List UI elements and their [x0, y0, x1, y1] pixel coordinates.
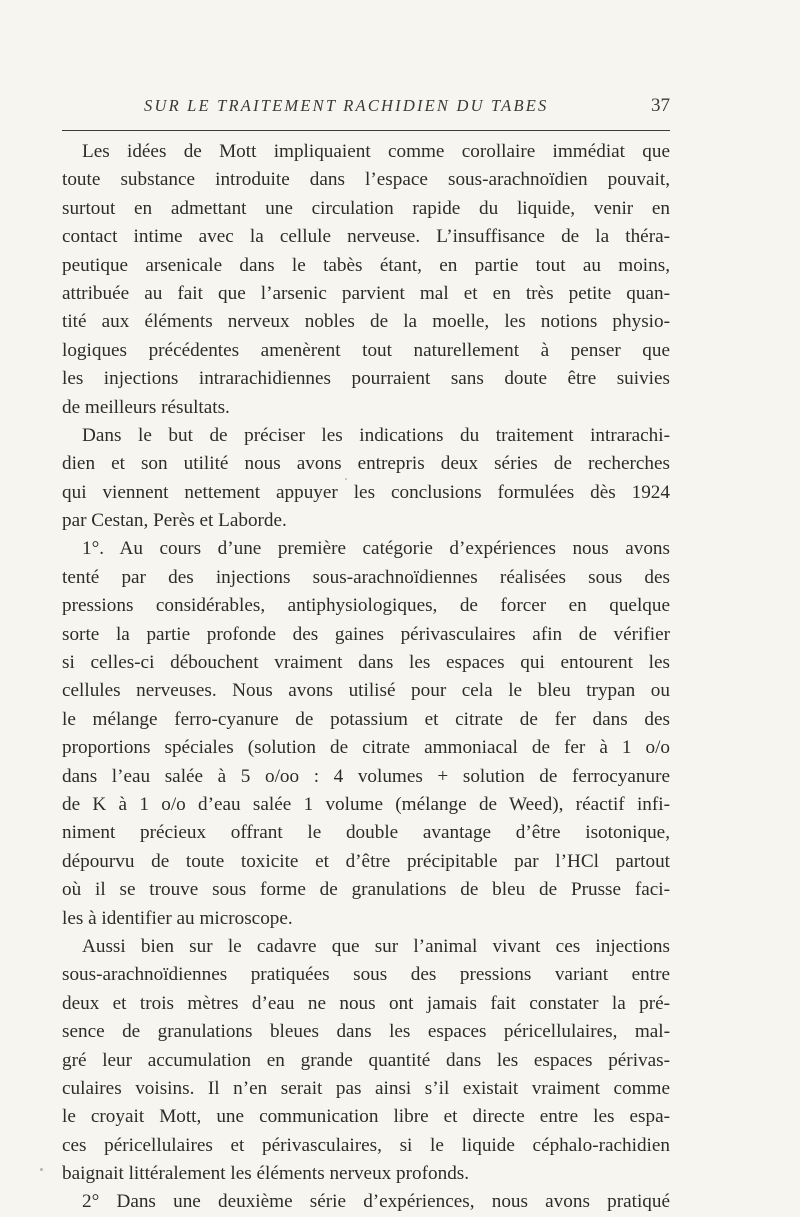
text-line: le mélange ferro-cyanure de potassium et citrate de fer dans des [62, 708, 670, 730]
text-line: surtout en admettant une circulation rapide du liquide, venir en [62, 197, 670, 219]
running-title: SUR LE TRAITEMENT RACHIDIEN DU TABES [144, 96, 549, 115]
text-line: dien et son utilité nous avons entrepris deux séries de recherches [62, 453, 670, 475]
text-line: toute substance introduite dans l’espace sous-arachnoïdien pouvait, [62, 169, 670, 191]
text-line: Dans le but de préciser les indications du traitement intrarachi- [82, 424, 670, 446]
text-line: sorte la partie profonde des gaines périvasculaires afin de vérifier [62, 623, 670, 645]
text-line: Aussi bien sur le cadavre que sur l’animal vivant ces injections [82, 935, 670, 957]
text-line: 2° Dans une deuxième série d’expériences, nous avons pratiqué [82, 1191, 670, 1213]
paper-speck [40, 1168, 43, 1171]
header-rule [62, 130, 670, 131]
text-line: Les idées de Mott impliquaient comme corollaire immédiat que [82, 141, 670, 162]
running-head [62, 96, 670, 120]
text-line: les à identifier au microscope. [62, 907, 293, 929]
text-line: si celles-ci débouchent vraiment dans les espaces qui entourent les [62, 652, 670, 674]
text-line: logiques précédentes amenèrent tout naturellement à penser que [62, 339, 670, 361]
text-line: gré leur accumulation en grande quantité dans les espaces périvas- [62, 1049, 670, 1071]
page-number: 37 [651, 95, 670, 116]
text-line: niment précieux offrant le double avantage d’être isotonique, [62, 822, 670, 844]
text-line: tité aux éléments nerveux nobles de la moelle, les notions physio- [62, 311, 670, 333]
text-line: attribuée au fait que l’arsenic parvient mal et en très petite quan- [62, 282, 670, 304]
text-line: baignait littéralement les éléments nerveux profonds. [62, 1163, 470, 1185]
text-line: proportions spéciales (solution de citrate ammoniacal de fer à 1 o/o [62, 737, 670, 759]
text-line: sous-arachnoïdiennes pratiquées sous des pressions variant entre [62, 964, 670, 986]
text-line: contact intime avec la cellule nerveuse. L’insuffisance de la théra- [62, 226, 670, 248]
text-line: qui viennent nettement appuyer les conclusions formulées dès 1924 [62, 481, 670, 503]
text-line: tenté par des injections sous-arachnoïdiennes réalisées sous des [62, 566, 670, 588]
text-line: 1°. Au cours d’une première catégorie d’expériences nous avons [82, 538, 670, 560]
text-line: dépourvu de toute toxicite et d’être précipitable par l’HCl partout [62, 850, 670, 872]
text-line: ces péricellulaires et périvasculaires, si le liquide céphalo-rachidien [62, 1134, 670, 1156]
text-line: par Cestan, Perès et Laborde. [62, 510, 287, 532]
text-line: les injections intrarachidiennes pourraient sans doute être suivies [62, 368, 670, 390]
text-line: cellules nerveuses. Nous avons utilisé pour cela le bleu trypan ou [62, 680, 670, 702]
text-line: pressions considérables, antiphysiologiques, de forcer en quelque [62, 595, 670, 617]
text-line: de meilleurs résultats. [62, 396, 230, 418]
text-line: culaires voisins. Il n’en serait pas ainsi s’il existait vraiment comme [62, 1077, 670, 1099]
body-text [62, 138, 670, 1217]
text-line: le croyait Mott, une communication libre et directe entre les espa- [62, 1106, 670, 1128]
text-line: dans l’eau salée à 5 o/oo : 4 volumes + solution de ferrocyanure [62, 765, 670, 787]
text-line: sence de granulations bleues dans les espaces péricellulaires, mal- [62, 1021, 670, 1043]
text-line: de K à 1 o/o d’eau salée 1 volume (mélange de Weed), réactif infi- [62, 793, 670, 815]
paper-speck [345, 478, 347, 480]
text-line: où il se trouve sous forme de granulations de bleu de Prusse faci- [62, 879, 670, 901]
text-line: deux et trois mètres d’eau ne nous ont jamais fait constater la pré- [62, 992, 670, 1014]
text-line: peutique arsenicale dans le tabès étant, en partie tout au moins, [62, 254, 670, 276]
